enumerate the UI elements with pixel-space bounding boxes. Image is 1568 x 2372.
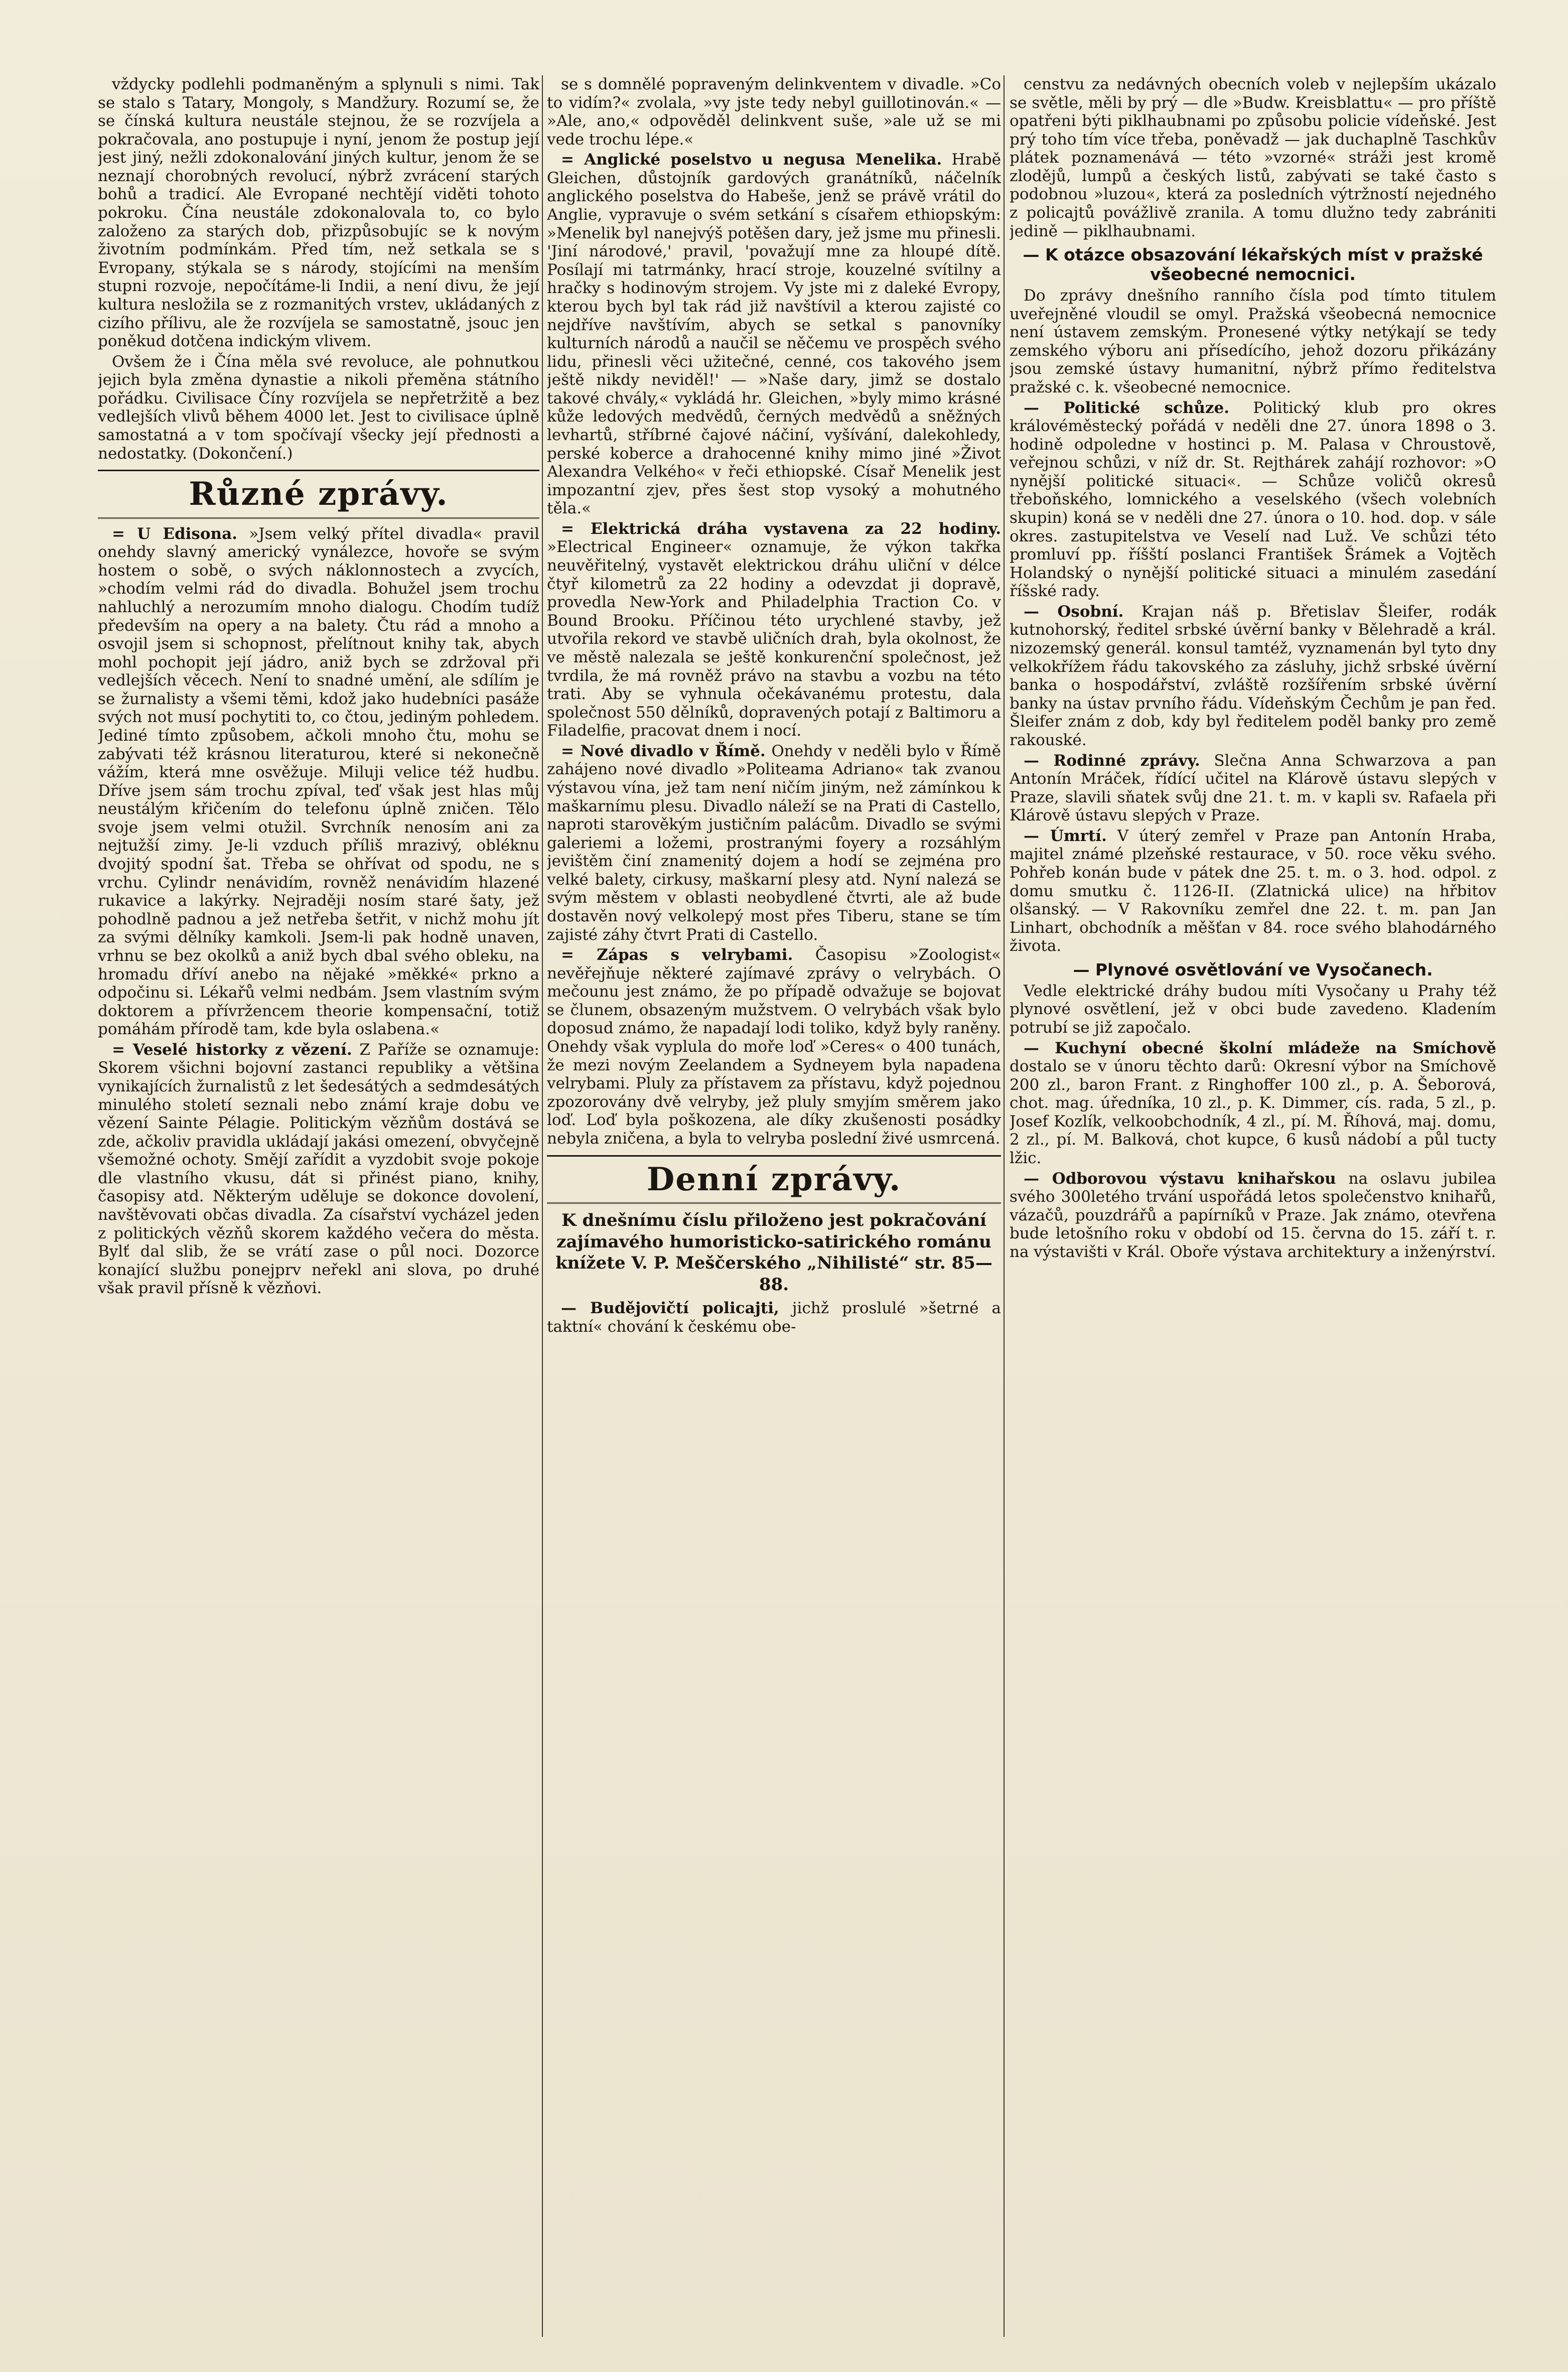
news-item <box>547 520 1001 740</box>
news-item <box>98 1041 539 1298</box>
column-2 <box>547 75 1001 2342</box>
column-1 <box>98 75 539 2342</box>
news-headline: — Plynové osvětlování ve Vysočanech. <box>1073 959 1433 980</box>
news-text: »Electrical Engineer« oznamuje, že výkon takřka neuvěřitelný, vystavět elektrickou dráhu uliční v délce čtyř kilometrů za 22 hodiny a odevzdat ji dopravě, provedla New-York and Philadelphia Traction Co. v Bound Brooku. Příčinou této urychlené stavby, jež utvořila rekord ve stavbě uličních drah, byla okolnost, že ve městě nalezala se ještě konkurenční společnost, jež tvrdila, že má rovněž právo na stavbu a vozbu na této trati. Aby se vyhnula očekávanému protestu, dala společnost 550 dělníků, dopravených potají z Baltimoru a Filadelfie, pracovat dnem i nocí. <box>547 538 1001 740</box>
news-item <box>547 742 1001 944</box>
supplement-notice: K dnešnímu číslu přiloženo jest pokračování zajímavého humoristicko-satirického románu knížete V. P. Meščerského „Nihilisté“ str. 85—88. <box>555 1210 992 1295</box>
news-text: Do zprávy dnešního ranního čísla pod tímto titulem uveřejněné vloudil se omyl. Pražská všeobecná nemocnice není ústavem zemským. Pronesené výtky netýkají se tedy zemského výboru ani přísedícího, jehož dozoru přikázány jsou zemské ústavy humanitní, nýbrž přímo ředitelstva pražské c. k. všeobecné nemocnice. <box>1010 287 1496 396</box>
news-item <box>1010 603 1496 750</box>
news-headline: — K otázce obsazování lékařských míst v pražské všeobecné nemocnici. <box>1023 245 1483 285</box>
column-3 <box>1010 75 1496 2342</box>
news-item <box>98 525 539 1039</box>
column-divider <box>542 75 543 2337</box>
article-paragraph: vždycky podlehli podmaněným a splynuli s nimi. Tak se stalo s Tatary, Mongoly, s Mandžury. Rozumí se, že se čínská kultura neustále stejnou, že se rozvíjela a pokračovala, ano postupuje i nyní, jenom že postup její jest jiný, nežli zdokonalování jiných kultur, jenom že se neznají chorobných revolucí, nýbrž zvrácení starých bohů a tradicí. Ale Evropané nechtějí viděti tohoto pokroku. Čína neustále zdokonalovala to, co bylo založeno za starých dob, přizpůsobujíc se k novým životním podmínkám. Před tím, než setkala se s Evropany, stýkala se s národy, stojícími na menším stupni rozvoje, nepočítáme-li Indii, a není divu, že její kultura nesložila se z rozmanitých vrstev, ukládaných z cizího přílivu, ale že rozvíjela se samostatně, jsouc jen poněkud dotčena indickým vlivem. <box>98 75 539 351</box>
news-item <box>1010 752 1496 825</box>
news-headline: — Politické schůze. <box>1024 398 1230 417</box>
news-item <box>1010 1170 1496 1262</box>
section-title: Různé zprávy. <box>98 470 539 519</box>
news-headline: = U Edisona. <box>112 524 237 543</box>
news-text: Hrabě Gleichen, důstojník gardových granátníků, náčelník anglického poselstva do Habeše, jenž se právě vrátil do Anglie, vypravuje o svém setkání s císařem ethiopským: »Menelik byl nanejvýš potěšen dary, jež jsme mu přinesli. 'Jiní národové,' pravil, 'považují mne za hloupé dítě. Posílají mi tatrmánky, hrací stroje, kouzelné svítilny a hračky s hodinovým strojem. Vy jste mi z daleké Evropy, kterou bych byl tak rád již navštívil a kterou zajisté co nejdříve navštívím, abych se setkal s panovníky kulturních národů a naučil se něčemu ve prospěch svého lidu, přinesli věci užitečné, cenné, cos takového jsem ještě nikdy neviděl!' — »Naše dary, jimž se dostalo takové chvály,« vykládá hr. Gleichen, »byly mimo krásné kůže ledových medvědů, černých medvědů a sněžných levhartů, stříbrné čajové náčiní, vyšívání, dalekohledy, perské koberce a drahocenné knihy mimo jiné »Život Alexandra Velkého« v řeči ethiopské. Císař Menelik jest impozantní zjev, přes šest stop vysoký a mohutného těla.« <box>547 151 1001 518</box>
news-text: V úterý zemřel v Praze pan Antonín Hraba, majitel známé plzeňské restaurace, v 50. roce věku svého. Pohřeb konán bude v pátek dne 25. t. m. o 3. hod. odpol. z domu smutku č. 1126-II. (Zlatnická ulice) na hřbitov olšanský. — V Rakovníku zemřel dne 22. t. m. pan Jan Linhart, obchodník a měšťan v 84. roce svého blahodárného života. <box>1010 826 1496 955</box>
news-headline: — Úmrtí. <box>1024 826 1107 845</box>
news-text: Onehdy v neděli bylo v Římě zahájeno nové divadlo »Politeama Adriano« tak zvanou výstavou vína, jež tam není ničím jiným, než zámínkou k maškarnímu plesu. Divadlo náleží se na Prati di Castello, naproti starověkým justičním palácům. Divadlo se svými galeriemi a ložemi, prostranými foyery a rozsáhlým jevištěm činí znamenitý dojem a hodí se zejména pro velké balety, cirkusy, maškarní plesy atd. Nyní nalezá se svým městem v oblasti neobydlené čtvrti, ale až bude dostavěn nový velkolepý most přes Tiberu, stane se tím zajisté záhy čtvrt Prati di Castello. <box>547 742 1001 944</box>
section-title: Denní zprávy. <box>547 1155 1001 1204</box>
news-headline: — Rodinné zprávy. <box>1024 751 1200 770</box>
news-text: Vedle elektrické dráhy budou míti Vysočany u Prahy též plynové osvětlení, jež v obci bude zavedeno. Kladením potrubí se již započalo. <box>1010 982 1496 1037</box>
news-text: jichž proslulé »šetrné a taktní« chování k českému obe- <box>547 1299 1001 1336</box>
news-headline: — Kuchyní obecné školní mládeže na Smíchově <box>1024 1039 1496 1057</box>
news-text: Krajan náš p. Břetislav Šleifer, rodák kutnohorský, ředitel srbské úvěrní banky v Bělehradě a král. nizozemský generál. konsul tamtéž, vyznamenán byl tyto dny velkokřížem řádu takovského za zásluhy, jichž srbské úvěrní banka o hospodářství, zvláště rozšířením srbské úvěrní banky na ústav prvního řádu. Vídeňským Čechům je pan řed. Šleifer znám z dob, kdy byl ředitelem poděl banky pro země rakouské. <box>1010 602 1496 749</box>
news-headline: — Odborovou výstavu knihařskou <box>1024 1169 1336 1188</box>
news-headline: = Anglické poselstvo u negusa Menelika. <box>561 151 942 169</box>
news-text: Z Paříže se oznamuje: Skorem všichni bojovní zastanci republiky a většina vynikajících žurnalistů z let šedesátých a sedmdesátých minulého století seznali nebo známí kraje dobu ve vězení Sainte Pélagie. Politickým vězňům dostává se zde, ačkoliv pravidla ukládají jakási omezení, obvyčejně všemožné ochoty. Smějí zařídit a vyzdobit svoje pokoje dle vlastního vkusu, dát si přinést piano, knihy, časopisy atd. Některým uděluje se dokonce dovolení, navštěvovati občas divadla. Za císařství vycházel jeden z politických vězňů skorem každého večera do města. Bylť dal slib, že se vrátí zase o půl noci. Dozorce konající službu ponejprv neřekl ani slova, po druhé však pravil přísně k vězňovi. <box>98 1040 539 1298</box>
news-headline: = Veselé historky z vězení. <box>112 1040 352 1059</box>
news-headline: — Budějovičtí policajti, <box>561 1299 779 1318</box>
news-item <box>1010 1039 1496 1168</box>
article-paragraph: Ovšem že i Čína měla své revoluce, ale pohnutkou jejich byla změna dynastie a nikoli přeměna státního pořádku. Civilisace Číny rozvíjela se nepřetržitě a bez vedlejších vlivů během 4000 let. Jest to civilisace úplně samostatná a v tom spočívají všecky její přednosti a nedostatky. (Dokončení.) <box>98 352 539 463</box>
news-headline: = Zápas s velrybami. <box>561 946 793 964</box>
news-text: Slečna Anna Schwarzova a pan Antonín Mráček, řídící učitel na Klárově ústavu slepých v Praze, slavili sňatek svůj dne 21. t. m. v kapli sv. Rafaela při Klárově ústavu slepých v Praze. <box>1010 751 1496 825</box>
news-text: na oslavu jubilea svého 300letého trvání uspořádá letos společenstvo knihařů, vázačů, pouzdrářů a papírníků v Praze. Jak známo, otevřena bude letošního roku v období od 15. června do 15. září t. r. na výstavišti v Král. Oboře výstava architektury a inženýrství. <box>1010 1169 1496 1261</box>
news-headline: — Osobní. <box>1024 602 1124 621</box>
news-item <box>547 1299 1001 1336</box>
column-divider <box>1004 75 1005 2337</box>
news-text: Časopisu »Zoologist« nevěřejňuje některé zajímavé zprávy o velrybách. O mečounu jest známo, že po případě odvažuje se bojovat se člunem, obsazeným mužstvem. O velrybách však bylo doposud známo, že napadají lodi toliko, když byly raněny. Onehdy však vyplula do moře loď »Ceres« o 400 tunách, že mezi novým Zeelandem a Sydneyem byla napadena velrybami. Pluly za přístavem za přístavu, když pojednou zpozorovány dvě velryby, jež pluly smyjím směrem jako loď. Loď byla poškozena, ale díky zkušenosti posádky nebyla zničena, a byla to velryba poslední živé usmrcená. <box>547 946 1001 1148</box>
news-item <box>547 946 1001 1148</box>
news-item <box>547 151 1001 518</box>
news-headline: = Nové divadlo v Římě. <box>561 742 766 760</box>
article-paragraph: se s domnělé popraveným delinkventem v divadle. »Co to vidím?« zvolala, »vy jste tedy nebyl guillotinován.« — »Ale, ano,« odpověděl delinkvent suše, »ale už se mi vede trochu lépe.« <box>547 75 1001 149</box>
article-paragraph: censtvu za nedávných obecních voleb v nejlepším ukázalo se světle, měli by prý — dle »Budw. Kreisblattu« — pro příště opatřeni býti piklhaubnami po způsobu policie vídeňské. Jest prý toho tím více třeba, poněvadž — jak duchaplně Taschkův plátek poznamenává — této »vzorné« stráži jest kromě zlodějů, lumpů a českých listů, zabývati se také často s podobnou »luzou«, která za posledních výtržností nejedného z policajtů povážlivě zranila. A tomu dlužno tedy zabrániti jedině — piklhaubnami. <box>1010 75 1496 240</box>
news-text: »Jsem velký přítel divadla« pravil onehdy slavný americký vynálezce, hovoře se svým hostem o sobě, o svých náklonnostech a zvycích, »chodím velmi rád do divadla. Bohužel jsem trochu nahluchlý a nerozumím mnoho dialogu. Chodím tudíž především na opery a na balety. Čtu rád a mnoho a osvojil jsem si schopnost, přelítnout knihy tak, abych mohl pochopit její jádro, aniž bych se zdržoval při vedlejších věcech. Není to snadné umění, ale sdílím je se žurnalisty a všemi těmi, kdož jako hudebníci pasáže svých not musí pochytiti to, co čtou, jediným pohledem. Jediné tímto způsobem, ačkoli mnoho čtu, mohu se zabývati též krásnou literaturou, které si nekonečně vážím, která mne osvěžuje. Miluji velice též hudbu. Dříve jsem sám trochu zpíval, teď však jest hlas můj neustálým křičením do telefonu úplně zničen. Tělo svoje jsem velmi otužil. Svrchník nenosím ani za nejtužší zimy. Je-li vzduch příliš mrazivý, obléknu dvojitý spodní šat. Třeba se ohřívat od spodu, ne s vrchu. Cylindr nenávidím, rovněž nenávidím hlazené rukavice a lakýrky. Nejraději nosím staré šaty, jež pohodlně padnou a jež netřeba šetřit, v nichž mohu jít za svými dělníky kamkoli. Jsem-li pak hodně unaven, vrhnu se bez okolků a aniž bych dbal svého obleku, na hromadu dříví anebo na nějaké »měkké« prkno a odpočinu si. Lékařů velmi nedbám. Jsem vlastním svým doktorem a přívržencem theorie kompensační, totiž pomáhám přírodě tam, kde byla oslabena.« <box>98 524 539 1039</box>
news-text: Politický klub pro okres královéměstecký pořádá v neděli dne 27. února 1898 o 3. hodině odpoledne v hostinci p. M. Palasa v Chroustově, veřejnou schůzi, v níž dr. St. Rejthárek zahájí rozhovor: »O nynější politické situaci«. — Schůze voličů okresů třeboňského, lomnického a veselského (všech volebních skupin) koná se v neděli dne 27. února o 10. hod. dop. v sále okres. zastupitelstva ve Veselí nad Luž. Ve schůzi této promluví pp. říšští poslanci František Šrámek a Vojtěch Holandský o nynější politické situaci a minulém zasedání říšské rady. <box>1010 398 1496 601</box>
news-text: dostalo se v únoru těchto darů: Okresní výbor na Smíchově 200 zl., baron Frant. z Ringhoffer 100 zl., p. A. Šeborová, chot. mag. úředníka, 10 zl., p. K. Dimmer, cís. rada, 5 zl., p. Josef Kozlík, velkoobchodník, 4 zl., pí. M. Říhová, maj. domu, 2 zl., pí. M. Balková, chot kupce, 6 kusů nádobí a půl tucty lžic. <box>1010 1057 1496 1168</box>
news-headline: = Elektrická dráha vystavena za 22 hodiny. <box>561 519 1001 538</box>
news-item <box>1010 399 1496 601</box>
news-item <box>1010 827 1496 955</box>
